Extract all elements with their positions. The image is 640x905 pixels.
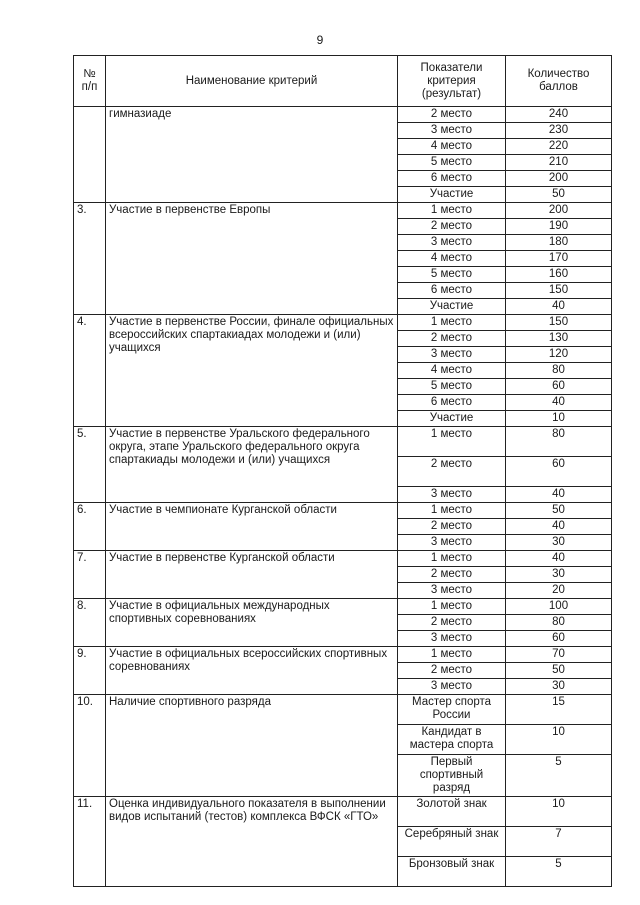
table-header-row — [74, 56, 612, 107]
points-cell: 210 — [506, 155, 612, 171]
indicator-cell: 2 место — [398, 567, 506, 583]
indicator-cell: 1 место — [398, 203, 506, 219]
indicator-cell: 1 место — [398, 551, 506, 567]
table-row — [74, 315, 612, 331]
points-cell: 50 — [506, 663, 612, 679]
points-cell: 200 — [506, 203, 612, 219]
indicator-cell: 5 место — [398, 267, 506, 283]
indicator-cell: 2 место — [398, 615, 506, 631]
indicator-cell: 1 место — [398, 315, 506, 331]
header-points: Количество баллов — [506, 56, 612, 107]
table-row — [74, 427, 612, 457]
points-cell: 30 — [506, 567, 612, 583]
points-cell: 60 — [506, 457, 612, 487]
indicator-cell: 3 место — [398, 535, 506, 551]
indicator-cell: 2 место — [398, 219, 506, 235]
indicator-cell: 3 место — [398, 123, 506, 139]
points-cell: 180 — [506, 235, 612, 251]
table-row — [74, 551, 612, 567]
table-row — [74, 695, 612, 725]
points-cell: 230 — [506, 123, 612, 139]
criterion-number: 8. — [74, 599, 106, 647]
criterion-name: Участие в чемпионате Курганской области — [106, 503, 398, 551]
points-cell: 170 — [506, 251, 612, 267]
points-cell: 50 — [506, 503, 612, 519]
points-cell: 80 — [506, 363, 612, 379]
criterion-name: Участие в первенстве Уральского федерального округа, этапе Уральского федерального округа спартакиады молодежи и (или) учащихся — [106, 427, 398, 503]
indicator-cell: Участие — [398, 411, 506, 427]
indicator-cell: 1 место — [398, 599, 506, 615]
indicator-cell: 4 место — [398, 139, 506, 155]
indicator-cell: Участие — [398, 299, 506, 315]
criterion-name: Наличие спортивного разряда — [106, 695, 398, 797]
points-cell: 40 — [506, 551, 612, 567]
criterion-number: 4. — [74, 315, 106, 427]
points-cell: 40 — [506, 395, 612, 411]
indicator-cell: 6 место — [398, 395, 506, 411]
indicator-cell: 2 место — [398, 663, 506, 679]
criteria-table — [73, 55, 612, 887]
indicator-cell: 3 место — [398, 347, 506, 363]
indicator-cell: 6 место — [398, 171, 506, 187]
criterion-number: 10. — [74, 695, 106, 797]
indicator-cell: 5 место — [398, 155, 506, 171]
points-cell: 5 — [506, 755, 612, 797]
criterion-name: Участие в официальных всероссийских спортивных соревнованиях — [106, 647, 398, 695]
points-cell: 160 — [506, 267, 612, 283]
points-cell: 240 — [506, 107, 612, 123]
indicator-cell: Бронзовый знак — [398, 857, 506, 887]
indicator-cell: 2 место — [398, 457, 506, 487]
indicator-cell: 1 место — [398, 503, 506, 519]
points-cell: 100 — [506, 599, 612, 615]
points-cell: 40 — [506, 487, 612, 503]
criterion-name: Участие в первенстве России, финале официальных всероссийских спартакиадах молодежи и (или) учащихся — [106, 315, 398, 427]
indicator-cell: 3 место — [398, 487, 506, 503]
criterion-number: 7. — [74, 551, 106, 599]
points-cell: 7 — [506, 827, 612, 857]
criterion-number — [74, 107, 106, 203]
points-cell: 150 — [506, 315, 612, 331]
indicator-cell: 1 место — [398, 647, 506, 663]
points-cell: 40 — [506, 519, 612, 535]
criterion-number: 11. — [74, 797, 106, 887]
criterion-name: Оценка индивидуального показателя в выполнении видов испытаний (тестов) комплекса ВФСК «ГТО» — [106, 797, 398, 887]
points-cell: 60 — [506, 631, 612, 647]
points-cell: 80 — [506, 427, 612, 457]
points-cell: 20 — [506, 583, 612, 599]
criterion-name: Участие в первенстве Курганской области — [106, 551, 398, 599]
points-cell: 70 — [506, 647, 612, 663]
criterion-number: 3. — [74, 203, 106, 315]
table-row — [74, 797, 612, 827]
indicator-cell: Кандидат в мастера спорта — [398, 725, 506, 755]
header-number: № п/п — [74, 56, 106, 107]
table-row — [74, 647, 612, 663]
table-body — [74, 107, 612, 887]
indicator-cell: 5 место — [398, 379, 506, 395]
points-cell: 50 — [506, 187, 612, 203]
indicator-cell: Мастер спорта России — [398, 695, 506, 725]
points-cell: 10 — [506, 411, 612, 427]
points-cell: 220 — [506, 139, 612, 155]
points-cell: 190 — [506, 219, 612, 235]
indicator-cell: 2 место — [398, 519, 506, 535]
points-cell: 5 — [506, 857, 612, 887]
points-cell: 30 — [506, 535, 612, 551]
points-cell: 40 — [506, 299, 612, 315]
points-cell: 60 — [506, 379, 612, 395]
criterion-name: гимназиаде — [106, 107, 398, 203]
page-number: 9 — [316, 33, 324, 47]
criterion-name: Участие в первенстве Европы — [106, 203, 398, 315]
indicator-cell: 3 место — [398, 235, 506, 251]
points-cell: 120 — [506, 347, 612, 363]
indicator-cell: Золотой знак — [398, 797, 506, 827]
table-row — [74, 599, 612, 615]
points-cell: 150 — [506, 283, 612, 299]
header-name: Наименование критерий — [106, 56, 398, 107]
indicator-cell: 3 место — [398, 679, 506, 695]
indicator-cell: 2 место — [398, 331, 506, 347]
indicator-cell: 4 место — [398, 251, 506, 267]
header-indicator: Показатели критерия (результат) — [398, 56, 506, 107]
table-row — [74, 107, 612, 123]
points-cell: 130 — [506, 331, 612, 347]
points-cell: 30 — [506, 679, 612, 695]
table-row — [74, 503, 612, 519]
indicator-cell: 1 место — [398, 427, 506, 457]
points-cell: 10 — [506, 725, 612, 755]
indicator-cell: Первый спортивный разряд — [398, 755, 506, 797]
criterion-number: 5. — [74, 427, 106, 503]
criterion-name: Участие в официальных международных спортивных соревнованиях — [106, 599, 398, 647]
table-row — [74, 203, 612, 219]
indicator-cell: Участие — [398, 187, 506, 203]
indicator-cell: 4 место — [398, 363, 506, 379]
indicator-cell: 2 место — [398, 107, 506, 123]
criterion-number: 9. — [74, 647, 106, 695]
criterion-number: 6. — [74, 503, 106, 551]
points-cell: 80 — [506, 615, 612, 631]
indicator-cell: 3 место — [398, 631, 506, 647]
indicator-cell: Серебряный знак — [398, 827, 506, 857]
points-cell: 15 — [506, 695, 612, 725]
points-cell: 200 — [506, 171, 612, 187]
indicator-cell: 3 место — [398, 583, 506, 599]
indicator-cell: 6 место — [398, 283, 506, 299]
points-cell: 10 — [506, 797, 612, 827]
